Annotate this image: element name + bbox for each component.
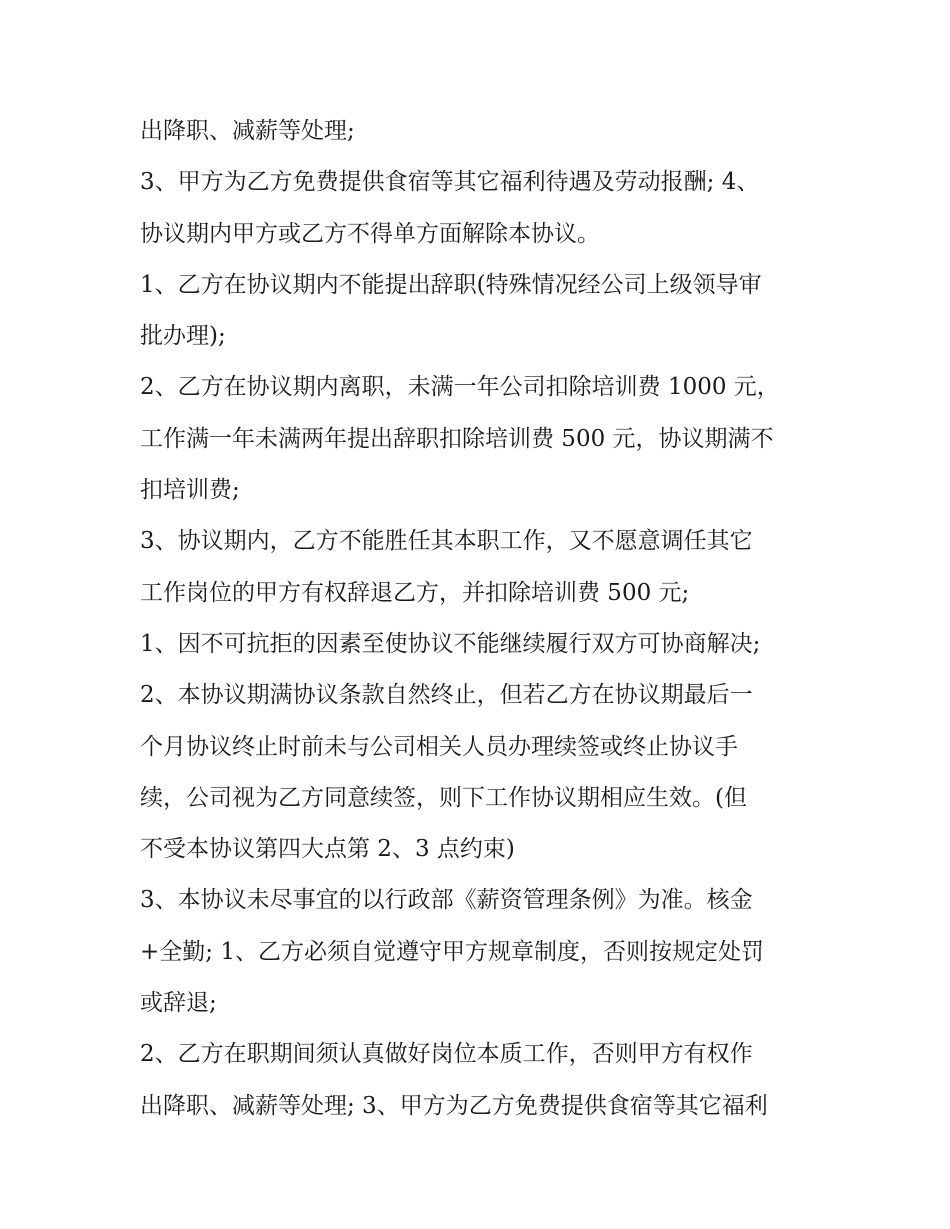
text-line: 2、乙方在协议期内离职，未满一年公司扣除培训费 1000 元， [140,374,780,401]
text-line: 批办理); [140,323,226,350]
text-line: 或辞退; [140,990,217,1017]
text-line: 扣培训费; [140,477,240,504]
text-line: 1、乙方在协议期内不能提出辞职(特殊情况经公司上级领导审 [140,271,762,298]
text-line: 出降职、减薪等处理; [140,118,355,144]
text-line: 1、因不可抗拒的因素至使协议不能继续履行双方可协商解决; [140,630,761,657]
text-line: 3、协议期内，乙方不能胜任其本职工作，又不愿意调任其它 [140,528,753,555]
text-line: 3、甲方为乙方免费提供食宿等其它福利待遇及劳动报酬; 4、 [140,169,760,196]
text-line: 协议期内甲方或乙方不得单方面解除本协议。 [140,220,600,247]
text-line: 2、乙方在职期间须认真做好岗位本质工作，否则甲方有权作 [140,1041,753,1068]
text-line: 工作满一年未满两年提出辞职扣除培训费 500 元，协议期满不 [140,425,774,452]
text-line: 2、本协议期满协议条款自然终止，但若乙方在协议期最后一 [140,682,753,709]
text-line: 3、本协议未尽事宜的以行政部《薪资管理条例》为准。核金 [140,887,753,914]
text-line: 个月协议终止时前未与公司相关人员办理续签或终止协议手 [140,733,738,760]
text-line: +全勤; 1、乙方必须自觉遵守甲方规章制度，否则按规定处罚 [140,938,764,965]
text-line: 不受本协议第四大点第 2、3 点约束) [140,836,515,863]
text-line: 工作岗位的甲方有权辞退乙方，并扣除培训费 500 元; [140,579,690,606]
text-line: 续，公司视为乙方同意续签，则下工作协议期相应生效。(但 [140,784,747,811]
document-body [140,106,820,1132]
text-line: 出降职、减薪等处理; 3、甲方为乙方免费提供食宿等其它福利 [140,1092,768,1119]
